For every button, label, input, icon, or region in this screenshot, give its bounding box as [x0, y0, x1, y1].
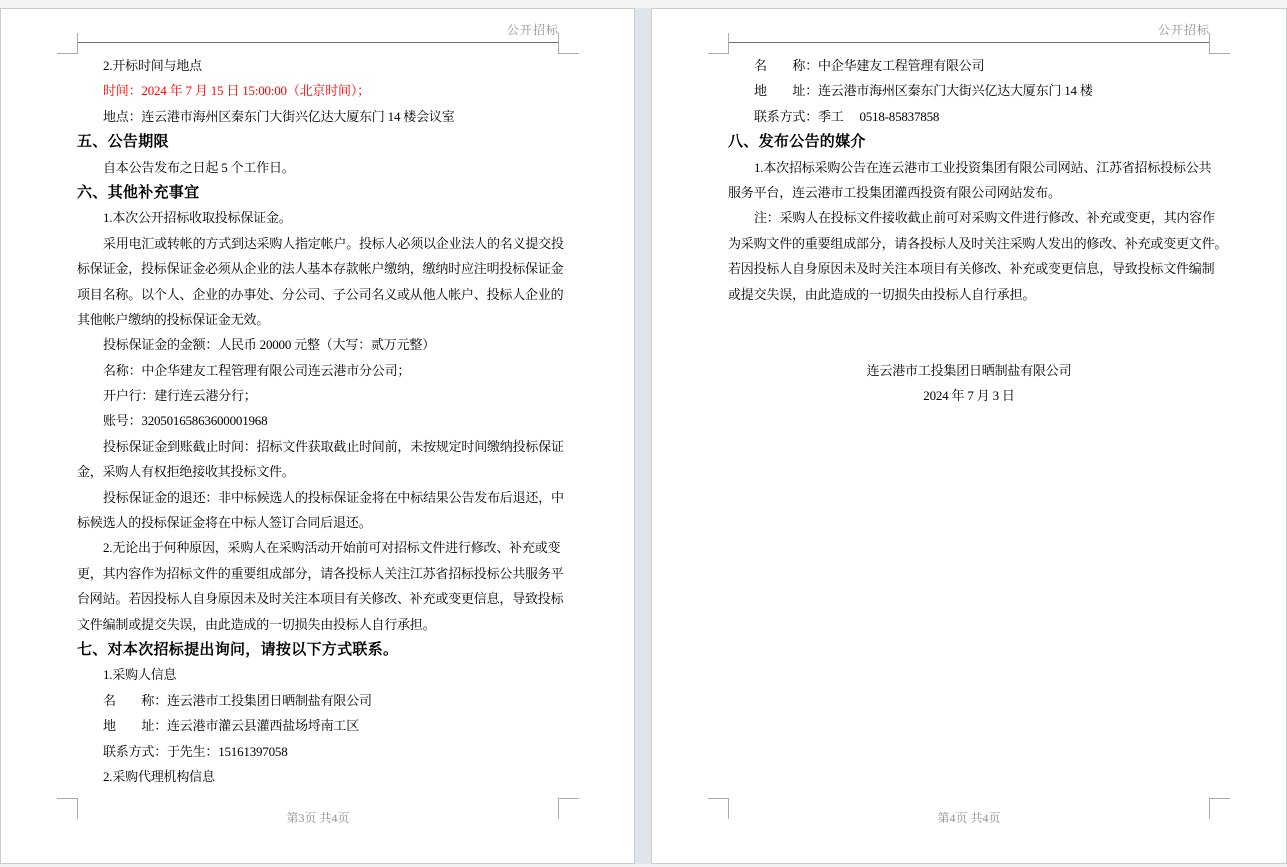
margin-corner-mark: [708, 798, 729, 819]
section-heading: 六、其他补充事宜: [77, 183, 200, 201]
page-body-text: [77, 53, 564, 789]
text-line: 连云港市工投集团日晒制盐有限公司: [866, 362, 1072, 378]
text-line: 开户行：建行连云港分行；: [103, 388, 257, 404]
text-line: 投标保证金到账截止时间：招标文件获取截止时间前，未按规定时间缴纳投标保证: [103, 438, 564, 454]
margin-corner-mark: [558, 798, 579, 819]
margin-corner-mark: [708, 33, 729, 54]
page-number-footer: 第4页 共4页: [937, 811, 1001, 825]
text-line: 采用电汇或转帐的方式到达采购人指定帐户。投标人必须以企业法人的名义提交投: [103, 235, 564, 251]
text-line: 注：采购人在投标文件接收截止前可对采购文件进行修改、补充或变更，其内容作: [754, 210, 1215, 226]
text-line: 2.无论出于何种原因，采购人在采购活动开始前可对招标文件进行修改、补充或变: [103, 540, 561, 556]
text-line: 金，采购人有权拒绝接收其投标文件。: [77, 464, 295, 480]
text-line: 更，其内容作为招标文件的重要组成部分，请各投标人关注江苏省招标投标公共服务平: [77, 565, 564, 581]
text-line: 若因投标人自身原因未及时关注本项目有关修改、补充或变更信息，导致投标文件编制: [728, 261, 1215, 277]
text-line: 其他帐户缴纳的投标保证金无效。: [77, 311, 270, 327]
text-line: 项目名称。以个人、企业的办事处、分公司、子公司名义或从他人帐户、投标人企业的: [77, 286, 564, 302]
text-line: 自本公告发布之日起 5 个工作日。: [103, 159, 295, 175]
text-line: [728, 332, 1210, 357]
text-line: 或提交失误，由此造成的一切损失由投标人自行承担。: [728, 286, 1036, 302]
text-line: 地 址：连云港市海州区秦东门大街兴亿达大厦东门 14 楼: [754, 83, 1093, 99]
text-line: 文件编制或提交失误，由此造成的一切损失由投标人自行承担。: [77, 616, 436, 632]
margin-corner-mark: [57, 33, 78, 54]
text-line: 标保证金，投标保证金必须从企业的法人基本存款帐户缴纳，缴纳时应注明投标保证金: [77, 261, 564, 277]
text-line: 1.本次招标采购公告在连云港市工业投资集团有限公司网站、江苏省招标投标公共: [754, 159, 1212, 175]
text-line: 为采购文件的重要组成部分，请各投标人及时关注采购人发出的修改、补充或变更文件。: [728, 235, 1228, 251]
text-line: 时间：2024 年 7 月 15 日 15:00:00（北京时间）；: [103, 83, 370, 99]
page-header: [77, 21, 559, 39]
document-page-4[interactable]: [651, 8, 1287, 864]
text-line: 1.采购人信息: [103, 667, 177, 683]
text-line: 名 称：中企华建友工程管理有限公司: [754, 58, 985, 73]
text-line: 投标保证金的退还：非中标候选人的投标保证金将在中标结果公告发布后退还，中: [103, 489, 564, 505]
header-rule: [77, 42, 559, 43]
margin-corner-mark: [1209, 798, 1230, 819]
text-line: 账号：32050165863600001968: [103, 413, 268, 429]
text-line: 服务平台，连云港市工投集团灌西投资有限公司网站发布。: [728, 184, 1061, 200]
header-label: 公开招标: [506, 23, 559, 37]
margin-corner-mark: [1209, 33, 1230, 54]
header-label: 公开招标: [1157, 23, 1210, 37]
text-line: 联系方式：季工 0518-85837858: [754, 108, 940, 124]
text-line: 标候选人的投标保证金将在中标人签订合同后退还。: [77, 515, 372, 531]
text-line: 2.开标时间与地点: [103, 58, 202, 73]
page-body-text: [728, 53, 1228, 408]
page-header: [728, 21, 1210, 39]
text-line: 投标保证金的金额：人民币 20000 元整（大写：贰万元整）: [103, 337, 436, 353]
text-line: 地点：连云港市海州区秦东门大街兴亿达大厦东门 14 楼会议室: [103, 108, 455, 124]
text-line: 2.采购代理机构信息: [103, 768, 215, 784]
text-line: 名称：中企华建友工程管理有限公司连云港市分公司；: [103, 362, 411, 378]
text-line: 联系方式：于先生：15161397058: [103, 743, 288, 759]
margin-corner-mark: [558, 33, 579, 54]
page-number-footer: 第3页 共4页: [286, 811, 350, 825]
text-line: 台网站。若因投标人自身原因未及时关注本项目有关修改、补充或变更信息，导致投标: [77, 591, 564, 607]
section-heading: 八、发布公告的媒介: [728, 133, 866, 151]
section-heading: 七、对本次招标提出询问，请按以下方式联系。: [77, 640, 399, 658]
section-heading: 五、公告期限: [77, 133, 169, 151]
text-line: 1.本次公开招标收取投标保证金。: [103, 210, 292, 226]
document-page-3[interactable]: [0, 8, 635, 864]
header-rule: [728, 42, 1210, 43]
margin-corner-mark: [57, 798, 78, 819]
text-line: [728, 307, 1210, 332]
canvas-top-strip: [0, 0, 1287, 8]
text-line: 2024 年 7 月 3 日: [923, 388, 1015, 404]
text-line: 名 称：连云港市工投集团日晒制盐有限公司: [103, 692, 372, 708]
text-line: 地 址：连云港市灌云县灌西盐场埒南工区: [103, 718, 360, 734]
